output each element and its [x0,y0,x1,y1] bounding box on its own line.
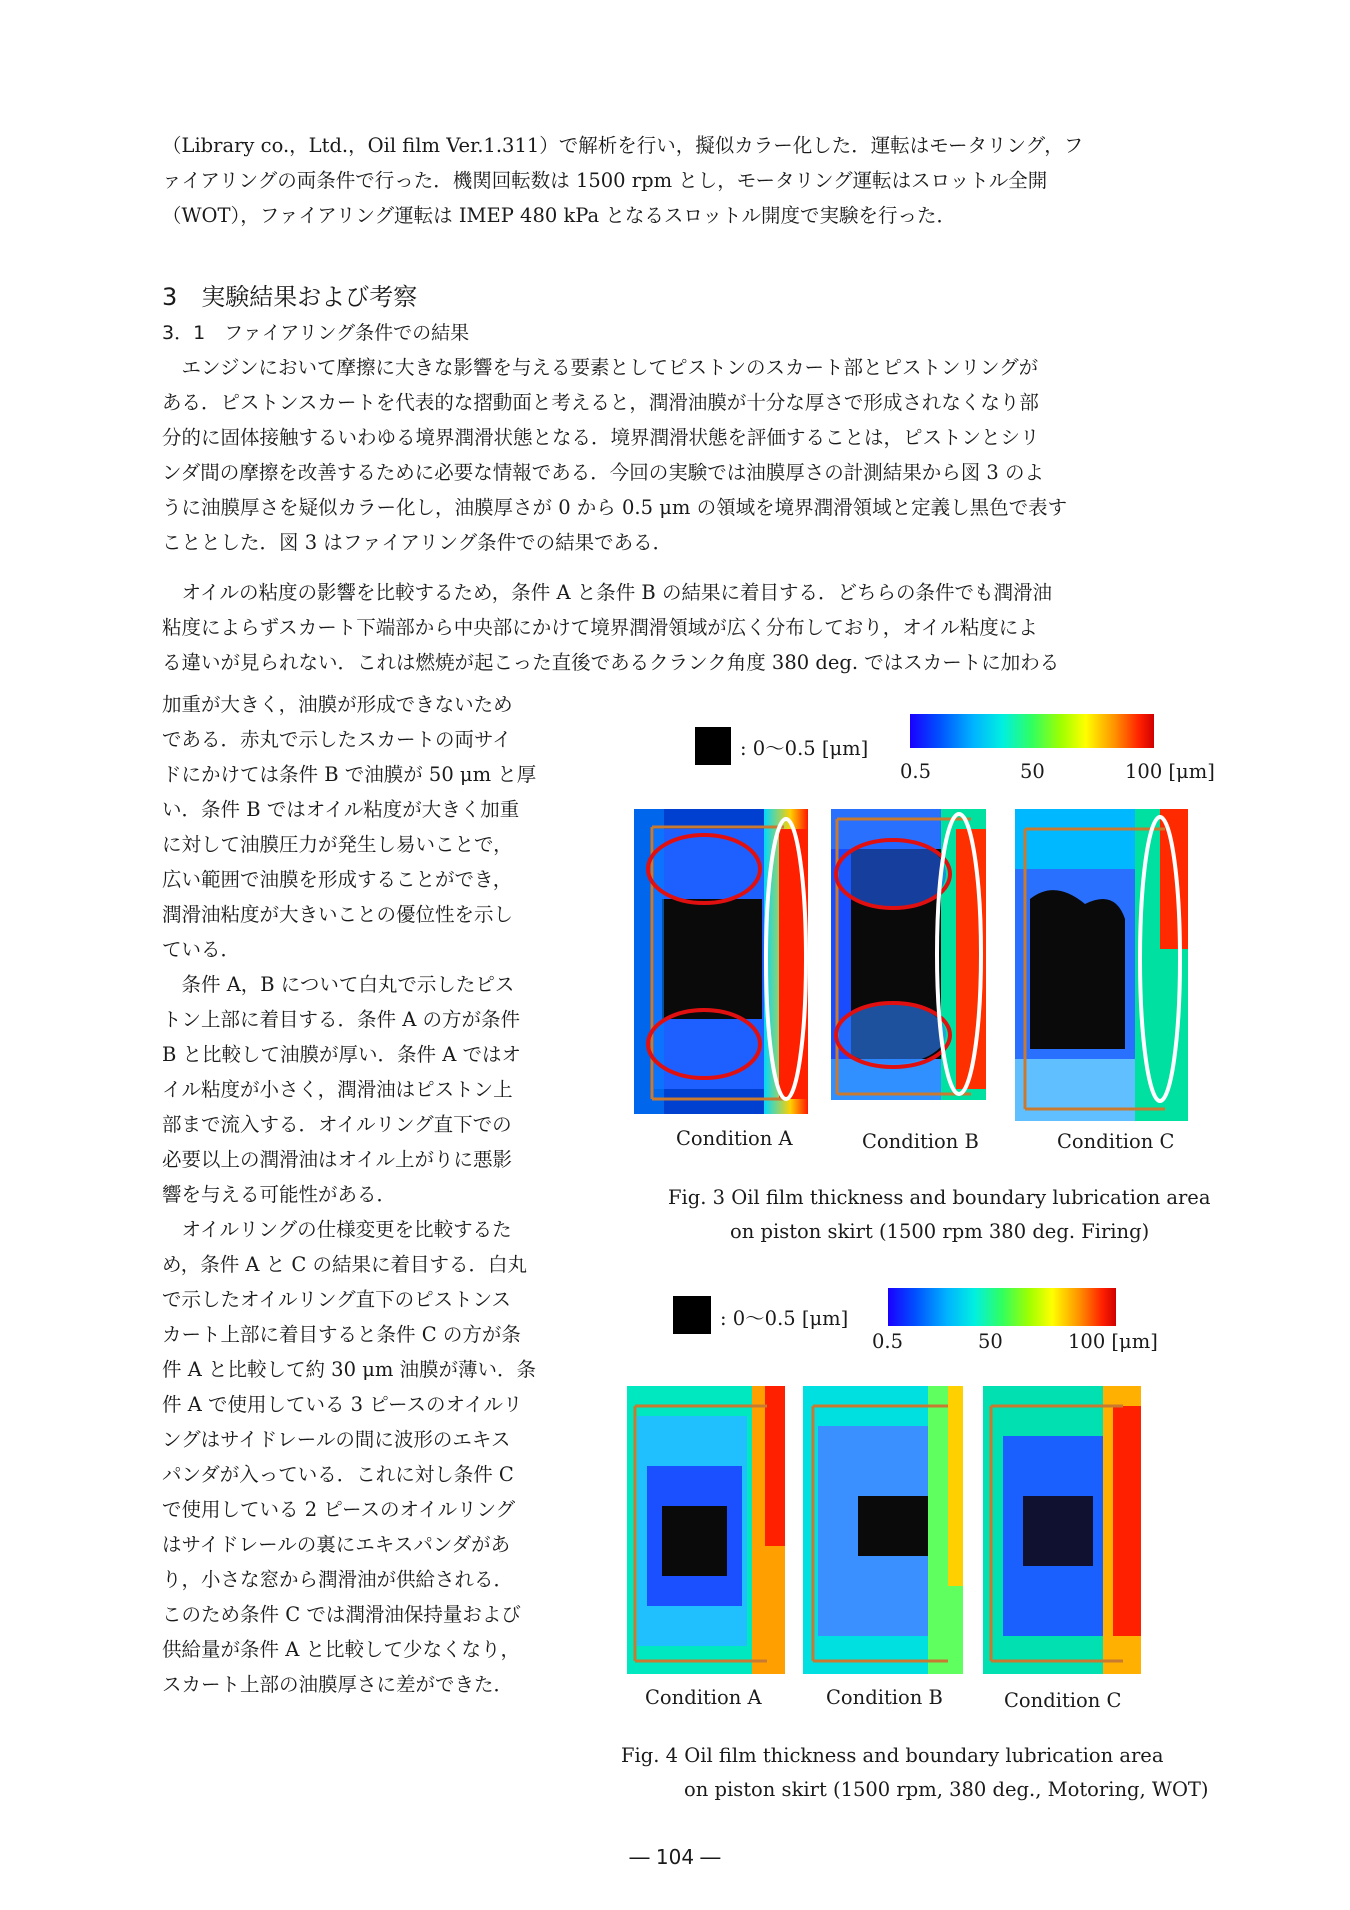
fig3-caption-line2: on piston skirt (1500 rpm 380 deg. Firing) [730,1220,1150,1243]
text-line: ァイアリングの両条件で行った．機関回転数は 1500 rpm とし，モータリング運転はスロットル全開 [162,169,1048,192]
black-swatch [673,1296,711,1334]
fig4-caption-line2: on piston skirt (1500 rpm, 380 deg., Motoring, WOT) [684,1778,1209,1801]
text-line: 必要以上の潤滑油はオイル上がりに悪影 [162,1148,513,1171]
scale-mid-label: 50 [978,1330,1003,1353]
text-line: 響を与える可能性がある． [162,1183,397,1206]
oil-film-map-a [627,1386,785,1674]
intro-paragraph [162,128,1192,233]
fig3-caption-line1: Fig. 3 Oil film thickness and boundary lubrication area [668,1186,1211,1209]
text-line: に対して油膜圧力が発生し易いことで， [162,833,513,856]
left-column-text [162,687,582,1702]
text-line: 粘度によらずスカート下端部から中央部にかけて境界潤滑領域が広く分布しており，オイル粘度によ [162,616,1038,639]
text-line: で使用している 2 ピースのオイルリング [162,1498,516,1521]
text-line: め，条件 A と C の結果に着目する．白丸 [162,1253,528,1276]
text-line: 潤滑油粘度が大きいことの優位性を示し [162,903,514,926]
black-legend-label: : 0～0.5 [μm] [740,737,869,760]
text-line: ングはサイドレールの間に波形のエキス [162,1428,511,1451]
text-line: 部まで流入する．オイルリング直下での [162,1113,512,1136]
condition-a-label: Condition A [676,1127,793,1150]
text-line: こととした．図 3 はファイアリング条件での結果である． [162,531,673,554]
text-line: はサイドレールの裏にエキスパンダがあ [162,1533,511,1556]
page-number: ― 104 ― [629,1845,721,1869]
text-line: い．条件 B ではオイル粘度が大きく加重 [162,798,520,821]
oil-film-map-b [803,1386,963,1674]
color-scale-bar [888,1288,1116,1326]
black-swatch [695,727,731,765]
text-line: ドにかけては条件 B で油膜が 50 μm と厚 [162,763,537,786]
text-line: ンダ間の摩擦を改善するために必要な情報である．今回の実験では油膜厚さの計測結果から図 3 のよ [162,461,1045,484]
section-heading: 3 実験結果および考察 [162,283,418,311]
condition-c-label: Condition C [1004,1689,1122,1712]
scale-mid-label: 50 [1020,760,1045,783]
condition-a-label: Condition A [645,1686,762,1709]
oil-film-map-a [634,809,808,1114]
text-line: オイルの粘度の影響を比較するため，条件 A と条件 B の結果に着目する．どちらの条件でも潤滑油 [162,581,1052,604]
text-line: カート上部に着目すると条件 C の方が条 [162,1323,521,1346]
condition-b-label: Condition B [862,1130,979,1153]
color-scale-bar [910,714,1154,748]
text-line: エンジンにおいて摩擦に大きな影響を与える要素としてピストンのスカート部とピストンリングが [162,356,1039,379]
oil-film-map-c [1015,809,1188,1121]
text-line: 加重が大きく，油膜が形成できないため [162,693,513,716]
condition-b-label: Condition B [826,1686,943,1709]
text-line: B と比較して油膜が厚い．条件 A ではオ [162,1043,522,1066]
black-legend-label: : 0～0.5 [μm] [720,1307,849,1330]
text-line: る違いが見られない．これは燃焼が起こった直後であるクランク角度 380 deg. ではスカートに加わる [162,651,1060,674]
scale-min-label: 0.5 [900,760,932,783]
text-line: このため条件 C では潤滑油保持量および [162,1603,521,1626]
scale-min-label: 0.5 [872,1330,904,1353]
text-line: トン上部に着目する．条件 A の方が条件 [162,1008,520,1031]
text-line: （WOT），ファイアリング運転は IMEP 480 kPa となるスロットル開度で実験を行った． [162,204,956,227]
text-line: スカート上部の油膜厚さに差ができた． [162,1673,514,1696]
scale-max-label: 100 [μm] [1125,760,1215,783]
text-line: 件 A で使用している 3 ピースのオイルリ [162,1393,523,1416]
paragraph-2 [162,575,1192,680]
oil-film-map-b [831,809,986,1100]
text-line: ある．ピストンスカートを代表的な摺動面と考えると，潤滑油膜が十分な厚さで形成されなくなり部 [162,391,1039,414]
text-line: ている． [162,938,241,961]
text-line: り，小さな窓から潤滑油が供給される． [162,1568,514,1591]
text-line: オイルリングの仕様変更を比較するた [162,1218,512,1241]
text-line: 供給量が条件 A と比較して少なくなり， [162,1638,520,1661]
text-line: うに油膜厚さを疑似カラー化し，油膜厚さが 0 から 0.5 μm の領域を境界潤滑領域と定義し黒色で表す [162,496,1068,519]
text-line: 件 A と比較して約 30 μm 油膜が薄い．条 [162,1358,537,1381]
condition-c-label: Condition C [1057,1130,1175,1153]
text-line: である．赤丸で示したスカートの両サイ [162,728,512,751]
text-line: 広い範囲で油膜を形成することができ， [162,868,513,891]
text-line: 条件 A，B について白丸で示したピス [162,973,515,996]
text-line: パンダが入っている．これに対し条件 C [162,1463,514,1486]
subsection-heading: 3．1 ファイアリング条件での結果 [162,322,470,344]
fig4-caption-line1: Fig. 4 Oil film thickness and boundary lubrication area [621,1744,1164,1767]
scale-max-label: 100 [μm] [1068,1330,1158,1353]
oil-film-map-c [983,1386,1141,1674]
text-line: 分的に固体接触するいわゆる境界潤滑状態となる．境界潤滑状態を評価することは，ピストンとシリ [162,426,1040,449]
text-line: で示したオイルリング直下のピストンス [162,1288,512,1311]
text-line: イル粘度が小さく，潤滑油はピストン上 [162,1078,513,1101]
text-line: （Library co.，Ltd.，Oil film Ver.1.311）で解析を行い，擬似カラー化した．運転はモータリング，フ [162,134,1084,157]
paragraph-1 [162,350,1192,560]
